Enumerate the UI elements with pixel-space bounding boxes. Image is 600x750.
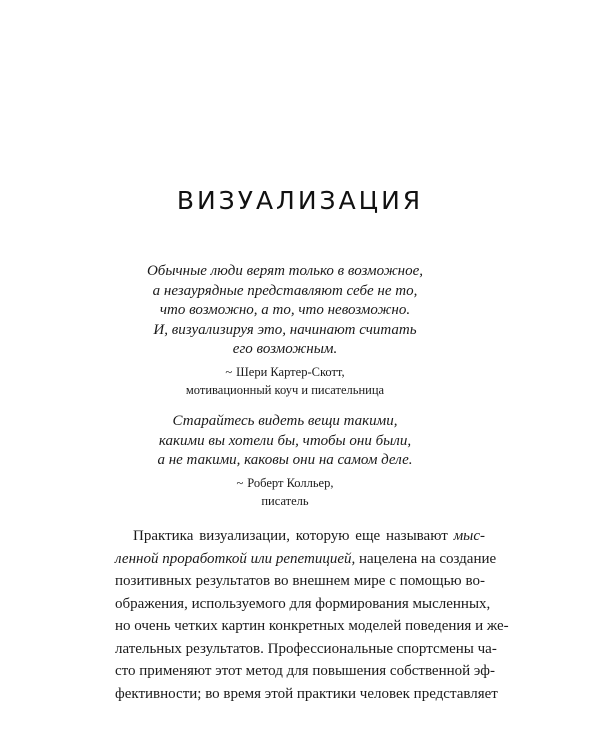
body-line: фективности; во время этой практики человек представляет bbox=[115, 685, 498, 702]
body-text-segment: Практика визуализации, которую еще называют bbox=[133, 528, 448, 544]
body-paragraph bbox=[115, 525, 509, 705]
attribution-role: мотивационный коуч и писательница bbox=[185, 382, 385, 397]
body-line: сто применяют этот метод для повышения собственной эф- bbox=[115, 663, 495, 679]
quote-line: Обычные люди верят только в возможное, bbox=[146, 263, 424, 279]
epigraph-attribution bbox=[120, 363, 450, 399]
epigraph bbox=[120, 412, 450, 510]
attribution-author-line bbox=[120, 474, 450, 492]
body-italic-segment: мыс- bbox=[453, 528, 485, 544]
quote-line: а незаурядные представляют себе не то, bbox=[152, 282, 418, 299]
quote-line: какими вы хотели бы, чтобы они были, bbox=[158, 432, 412, 449]
body-line: лательных результатов. Профессиональные спортсмены ча- bbox=[115, 640, 497, 657]
quote-line: что возможно, а то, что невозможно. bbox=[159, 302, 411, 318]
body-italic-segment: ленной проработкой или репетицией, bbox=[115, 550, 356, 567]
body-line: ображения, используемого для формирования мысленных, bbox=[115, 595, 491, 612]
body-line: позитивных результатов во внешнем мире с помощью во- bbox=[115, 573, 485, 589]
quote-line: а не такими, каковы они на самом деле. bbox=[157, 452, 413, 468]
quote-line: его возможным. bbox=[232, 341, 338, 357]
attribution-author: Шери Картер-Скотт, bbox=[236, 364, 345, 379]
epigraph-attribution bbox=[120, 474, 450, 510]
chapter-title: ВИЗУАЛИЗАЦИЯ bbox=[176, 186, 424, 215]
body-text-segment: нацелена на создание bbox=[358, 550, 497, 567]
attribution-role: писатель bbox=[261, 493, 309, 508]
attribution-mark: ~ bbox=[225, 364, 233, 379]
body-line: но очень четких картин конкретных моделей поведения и же- bbox=[115, 618, 509, 634]
attribution-author: Роберт Колльер, bbox=[247, 475, 334, 490]
epigraph bbox=[120, 262, 450, 399]
body-line bbox=[115, 548, 497, 571]
attribution-author-line bbox=[120, 363, 450, 381]
body-line bbox=[115, 525, 485, 548]
quote-line: Старайтесь видеть вещи такими, bbox=[172, 413, 398, 429]
attribution-mark: ~ bbox=[236, 475, 244, 490]
quote-line: И, визуализируя это, начинают считать bbox=[153, 321, 417, 338]
